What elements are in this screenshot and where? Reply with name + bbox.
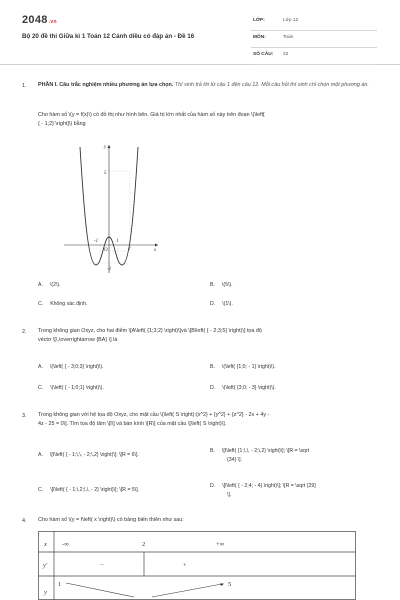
graph-guides [90,171,130,263]
option-label: A. [38,364,43,370]
x-value-2: 2 [142,541,146,548]
part-title: PHẦN I. Câu trắc nghiệm nhiều phương án lựa chọn. [38,82,174,88]
option-text: \(2\). [49,282,61,288]
stem-line: Trong không gian với hệ tọa độ Oxyz, cho mặt cầu \(\left( S \right):{x^2} + {y^2} + {z^2} - 2x + 4y - [38,412,270,418]
meta-key: MÔN: [253,35,266,40]
table-border [39,532,356,600]
question-1-number: 1. [22,83,27,89]
option-text: \[I\left( { - 2;4; - 4} \right)\]; \[R = \sqrt {29} [222,483,317,489]
option-text: \]. [227,492,232,498]
label-o: O [104,248,108,253]
q3-option-c[interactable] [38,487,139,493]
document-title: Bộ 20 đề thi Giữa kì 1 Toán 12 Cánh diều có đáp án - Đề 16 [22,33,195,40]
increase-arrowhead [220,583,224,586]
meta-key: LỚP: [253,18,265,23]
question-3-number: 3. [22,413,27,419]
question-4-stem: Cho hàm số \(y = f\left( x \right)\) có bảng biến thiên như sau: [38,517,184,523]
row-derivative-header: y' [43,562,48,569]
q1-option-b[interactable] [210,282,233,288]
q2-option-d[interactable] [210,385,276,391]
label-neg2: -2 [107,267,112,272]
option-text: \[I\left( { - 1;\,\, - 2;\,2} \right)\]; \[R = 6\]. [49,452,139,458]
derivative-sign-pos: + [183,562,187,569]
meta-value: Lớp 12 [283,18,299,23]
logo-main: 2048 [22,14,48,26]
option-label: D. [210,483,216,489]
stem-line: { - 1;2} \right]\) bằng [38,121,86,127]
y-axis-arrow [108,145,111,148]
x-value-pos-inf: +∞ [216,541,225,548]
meta-row-count [251,48,377,65]
increase-arrow [152,584,222,597]
decrease-arrow [66,583,134,597]
derivative-sign-neg: − [100,562,104,569]
question-3-stem [38,411,374,429]
part-note: Thí sinh trả lời từ câu 1 đến câu 12. Mỗi câu hỏi thí sinh chỉ chọn một phương án. [174,82,369,88]
label-five: 5 [104,171,107,176]
meta-row-subject [251,31,377,48]
option-text: \[I\left( { - 1;\,2;\,\, - 2} \right)\]; \[R = 5\]. [50,487,140,493]
option-text: {34} \]. [227,457,243,463]
option-label: D. [210,385,216,391]
option-text: \(\left( {3;0; - 3} \right)\). [222,385,276,391]
option-text: \(\left( { - 1;0;1} \right)\). [50,385,104,391]
question-1-part-header [38,81,374,90]
q1-option-c[interactable] [38,301,87,307]
document-header [0,0,400,65]
q2-option-c[interactable] [38,385,104,391]
option-label: A. [38,282,43,288]
question-1-stem [38,111,374,129]
option-text: \(1\). [222,301,233,307]
stem-line: Trong không gian Oxyz, cho hai điểm \[A\left( {1;3;2} \right)\]và \[B\left( { - 2;3;5} \right)\] tọa độ [38,328,262,334]
meta-row-class [251,14,377,31]
site-logo[interactable] [22,14,57,26]
stem-line: 4z - 25 = 0\]. Tìm tọa độ tâm \[I\] và bán kính \[R\] của mặt cầu \[\left( S \right)\]. [38,421,227,427]
x-axis-arrow [155,244,158,247]
q3-option-d[interactable] [210,482,316,500]
q1-option-a[interactable] [38,282,61,288]
label-y: y [104,145,107,150]
option-label: C. [38,385,44,391]
function-graph [60,141,162,277]
option-label: C. [38,487,44,493]
option-label: B. [210,448,215,454]
option-label: A. [38,452,43,458]
meta-table [251,14,377,65]
meta-value: Toán [283,35,294,40]
logo-sub: .vn [48,19,57,25]
option-label: B. [210,364,215,370]
label-two: 2 [128,247,131,252]
option-text: \(\left( {1;0; - 1} \right)\). [221,364,276,370]
stem-line: Cho hàm số \(y = f(x)\) có đồ thị như hình bên. Giá trị lớn nhất của hàm số này trên đoạn \(\left[ [38,112,265,118]
meta-key: SỐ CÂU: [253,52,274,57]
q2-option-b[interactable] [210,364,276,370]
option-text: Không xác định. [50,301,88,307]
option-label: B. [210,282,215,288]
variation-table [38,531,356,600]
q2-option-a[interactable] [38,364,104,370]
label-one: 1 [116,239,119,244]
meta-value: 22 [283,52,289,57]
label-x: x [154,248,157,253]
label-neg1: -1 [94,239,99,244]
stem-line: véctơ \[\,\overrightarrow {BA} \] là [38,337,118,343]
question-4-number: 4. [22,518,27,524]
option-text: \(5\). [221,282,233,288]
y-value-left: 1 [58,581,62,588]
option-label: D. [210,301,216,307]
option-label: C. [38,301,44,307]
question-2-stem [38,327,374,345]
q1-option-d[interactable] [210,301,233,307]
y-value-right: 5 [228,581,232,588]
option-text: \[I\left( {1;\,\, - 2;\,2} \right)\]; \[R = \sqrt [221,448,310,454]
question-2-number: 2. [22,329,27,335]
x-value-neg-inf: -∞ [62,541,69,548]
q3-option-b[interactable] [210,447,309,465]
option-text: \(\left( { - 3;0;3} \right)\). [49,364,104,370]
row-x-header: x [44,541,47,548]
row-y-header: y [44,589,47,596]
q3-option-a[interactable] [38,452,139,458]
